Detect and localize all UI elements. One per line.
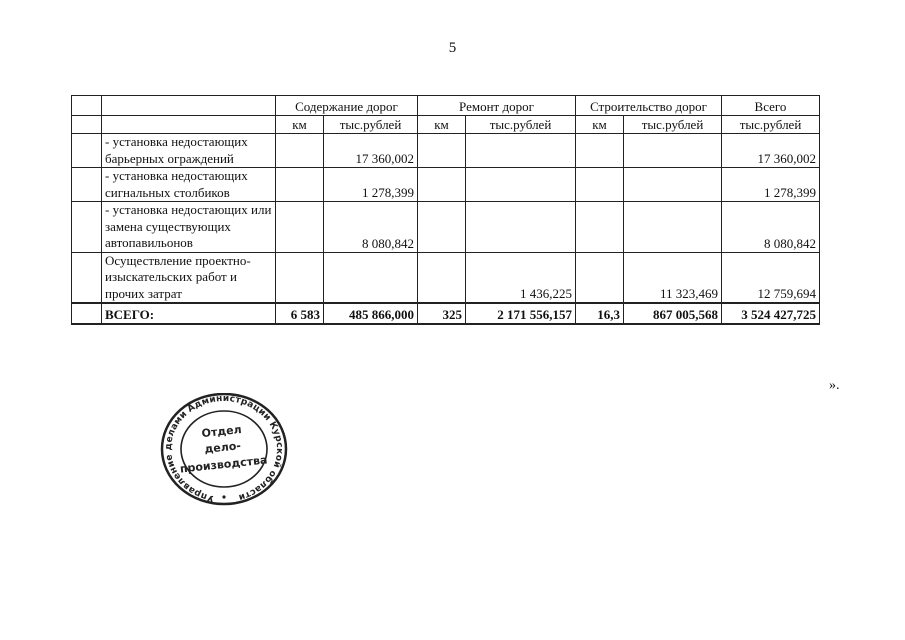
spacer-cell xyxy=(72,168,102,202)
header-total: Всего xyxy=(722,96,820,116)
row-label: - установка недостающих или замена существующих автопавильонов xyxy=(102,202,276,253)
table-cell: 1 436,225 xyxy=(466,252,576,303)
table-cell xyxy=(418,134,466,168)
stamp-dot-icon xyxy=(222,495,225,498)
table-cell xyxy=(576,168,624,202)
row-label: - установка недостающих барьерных ограждений xyxy=(102,134,276,168)
subheader-km: км xyxy=(276,116,324,134)
total-cell: 485 866,000 xyxy=(324,303,418,324)
total-cell: 867 005,568 xyxy=(624,303,722,324)
total-label: ВСЕГО: xyxy=(102,303,276,324)
table-row xyxy=(72,202,820,253)
table-row xyxy=(72,252,820,303)
table-cell: 12 759,694 xyxy=(722,252,820,303)
stamp-center-line: Отдел xyxy=(200,422,243,441)
total-cell: 6 583 xyxy=(276,303,324,324)
total-cell: 3 524 427,725 xyxy=(722,303,820,324)
subheader-rub: тыс.рублей xyxy=(624,116,722,134)
table-cell xyxy=(276,252,324,303)
table-cell xyxy=(576,202,624,253)
table-row xyxy=(72,168,820,202)
header-construction: Строительство дорог xyxy=(576,96,722,116)
spacer-cell xyxy=(72,134,102,168)
header-maintenance: Содержание дорог xyxy=(276,96,418,116)
table-cell xyxy=(576,134,624,168)
table-cell xyxy=(418,202,466,253)
total-row xyxy=(72,303,820,324)
table-cell xyxy=(418,252,466,303)
total-cell: 16,3 xyxy=(576,303,624,324)
subheader-rub: тыс.рублей xyxy=(466,116,576,134)
spacer-cell xyxy=(72,202,102,253)
table-cell: 8 080,842 xyxy=(722,202,820,253)
spacer-cell xyxy=(72,252,102,303)
label-header-cell xyxy=(102,96,276,116)
table-cell: 17 360,002 xyxy=(722,134,820,168)
spacer-cell xyxy=(72,116,102,134)
stamp-ring-text: Управление делами Администрации Курской области xyxy=(163,393,285,504)
table-cell xyxy=(466,134,576,168)
total-cell: 325 xyxy=(418,303,466,324)
table-cell xyxy=(466,202,576,253)
row-label: - установка недостающих сигнальных столбиков xyxy=(102,168,276,202)
table-cell xyxy=(324,252,418,303)
closing-quote-mark: ». xyxy=(829,378,840,393)
total-cell: 2 171 556,157 xyxy=(466,303,576,324)
sub-header-row xyxy=(72,116,820,134)
table-cell xyxy=(576,252,624,303)
table-cell xyxy=(276,168,324,202)
table-cell xyxy=(466,168,576,202)
spacer-cell xyxy=(72,303,102,324)
table-cell xyxy=(624,202,722,253)
table-cell: 17 360,002 xyxy=(324,134,418,168)
budget-table xyxy=(71,95,820,325)
label-subheader-cell xyxy=(102,116,276,134)
table-cell: 8 080,842 xyxy=(324,202,418,253)
table-cell: 11 323,469 xyxy=(624,252,722,303)
table-cell: 1 278,399 xyxy=(324,168,418,202)
row-label: Осуществление проектно-изыскательских работ и прочих затрат xyxy=(102,252,276,303)
subheader-rub: тыс.рублей xyxy=(324,116,418,134)
table-row xyxy=(72,134,820,168)
office-stamp-seal xyxy=(160,393,288,508)
subheader-km: км xyxy=(418,116,466,134)
table-cell xyxy=(624,134,722,168)
subheader-km: км xyxy=(576,116,624,134)
subheader-rub: тыс.рублей xyxy=(722,116,820,134)
stamp-center-line: производства xyxy=(179,453,268,476)
table-cell: 1 278,399 xyxy=(722,168,820,202)
spacer-cell xyxy=(72,96,102,116)
table-cell xyxy=(418,168,466,202)
stamp-center-line: дело- xyxy=(203,439,242,456)
group-header-row xyxy=(72,96,820,116)
page-number: 5 xyxy=(448,40,457,56)
table-cell xyxy=(276,134,324,168)
header-repair: Ремонт дорог xyxy=(418,96,576,116)
table-cell xyxy=(276,202,324,253)
table-cell xyxy=(624,168,722,202)
